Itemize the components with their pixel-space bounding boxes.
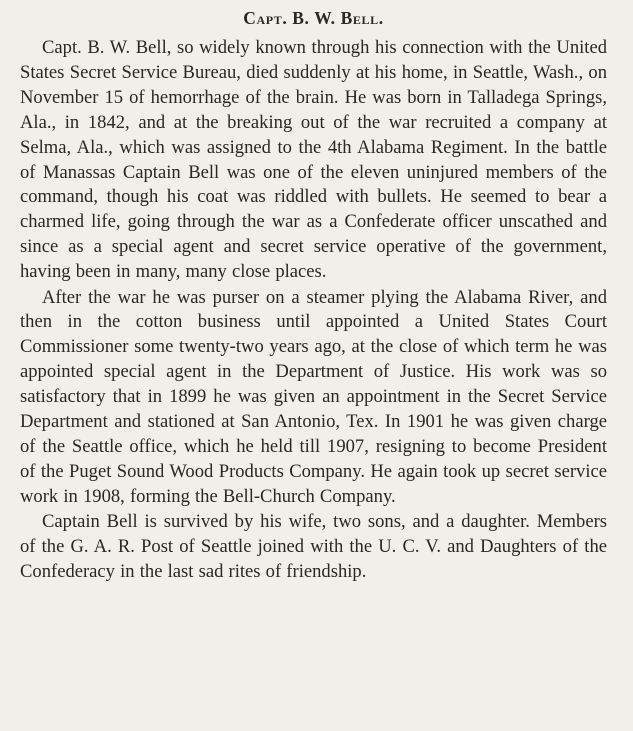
paragraph-3: Captain Bell is survived by his wife, two sons, and a daughter. Members of the G. A. R. Post of Seattle joined with the U. C. V. and Daughters of the Confederacy in the last sad rites of friendship. (20, 511, 607, 583)
article-title: Capt. B. W. Bell. (243, 8, 384, 28)
paragraph-2: After the war he was purser on a steamer plying the Alabama River, and then in the cotton business until appointed a United States Court Commissioner some twenty-two years ago, at the close of which term he was appointed special agent in the Department of Justice. His work was so satisfactory that in 1899 he was given an appointment in the Secret Service Department and stationed at San Antonio, Tex. In 1901 he was given charge of the Seattle office, which he held till 1907, resigning to become President of the Puget Sound Wood Products Company. He again took up secret service work in 1908, forming the Bell-Church Company. (20, 286, 607, 507)
paragraph-1: Capt. B. W. Bell, so widely known through his connection with the United States Secret Service Bureau, died suddenly at his home, in Seattle, Wash., on November 15 of hemorrhage of the brain. He was born in Talladega Springs, Ala., in 1842, and at the breaking out of the war recruited a company at Selma, Ala., which was assigned to the 4th Alabama Regiment. In the battle of Manassas Captain Bell was one of the eleven uninjured members of the command, though his coat was riddled with bullets. He seemed to bear a charmed life, going through the war as a Confederate officer unscathed and since as a special agent and secret service operative of the government, having been in many, many close places. (20, 37, 607, 283)
